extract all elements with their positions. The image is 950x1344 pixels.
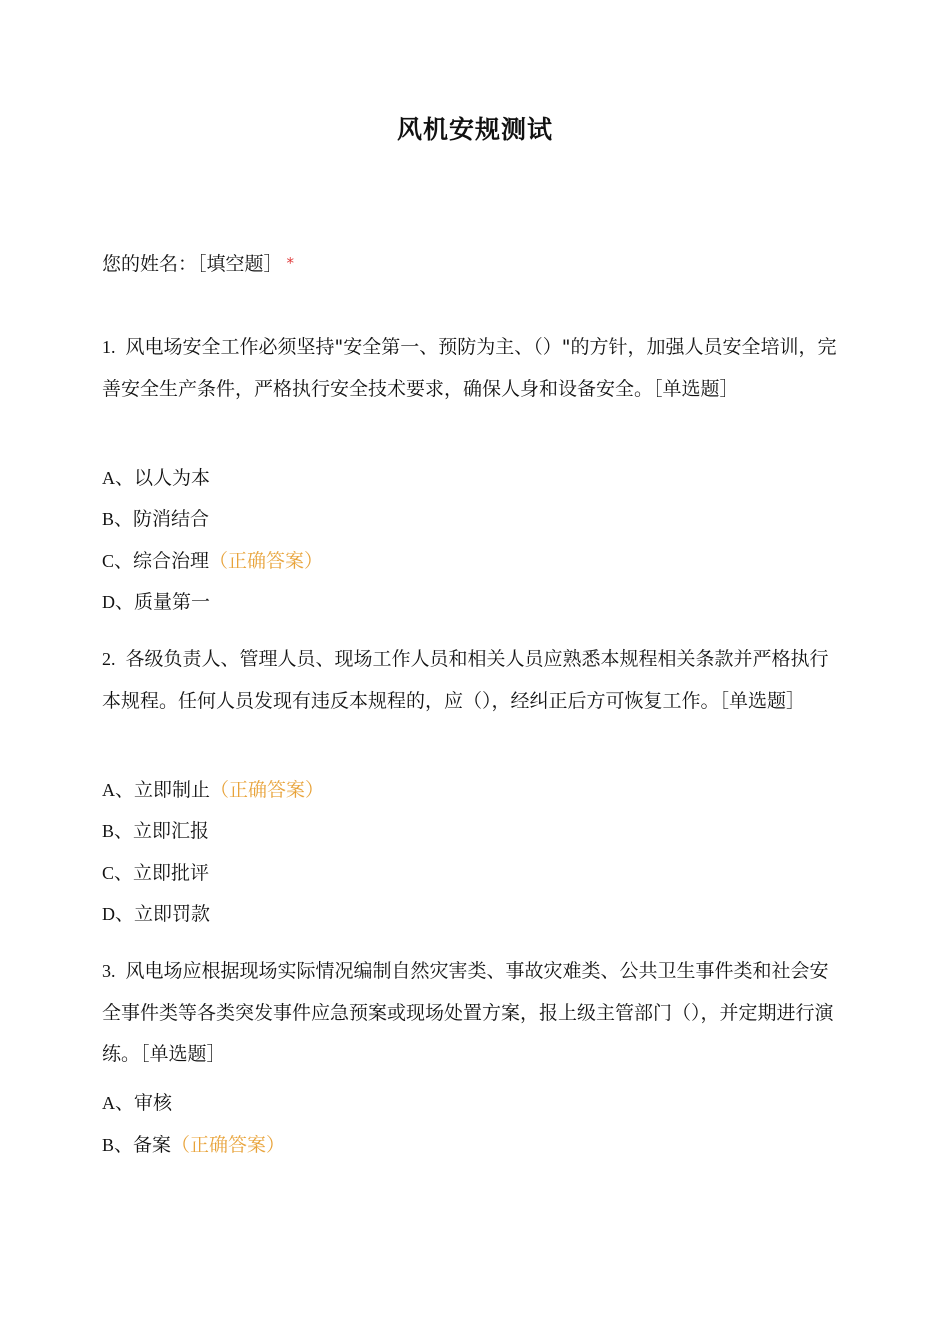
- option-text: 综合治理: [133, 550, 210, 572]
- option-2c: [102, 859, 209, 887]
- question-text: 风电场安全工作必须坚持"安全第一、预防为主、（）"的方针，加强人员安全培训，完善安全生产条件，严格执行安全技术要求，确保人身和设备安全。［单选题］: [102, 336, 837, 400]
- option-1d: [102, 588, 210, 616]
- name-field-prompt: [102, 250, 294, 279]
- option-text: 立即制止: [134, 779, 211, 801]
- option-separator: 、: [114, 508, 134, 530]
- option-2d: [102, 900, 210, 928]
- correct-answer-mark: （正确答案）: [210, 779, 325, 801]
- option-text: 审核: [134, 1092, 173, 1114]
- option-text: 防消结合: [133, 508, 210, 530]
- option-2b: [102, 817, 209, 845]
- option-text: 立即汇报: [133, 820, 210, 842]
- option-separator: 、: [115, 591, 135, 613]
- option-letter: D: [102, 904, 115, 924]
- option-letter: A: [102, 780, 115, 800]
- option-separator: 、: [115, 903, 135, 925]
- option-1b: [102, 505, 209, 533]
- option-text: 备案: [133, 1134, 172, 1156]
- option-3a: [102, 1089, 172, 1117]
- option-3b: [102, 1131, 285, 1159]
- option-1c: [102, 547, 323, 575]
- question-3: [102, 951, 842, 1076]
- correct-answer-mark: （正确答案）: [171, 1134, 286, 1156]
- option-separator: 、: [115, 779, 135, 801]
- option-separator: 、: [115, 467, 135, 489]
- option-separator: 、: [114, 1134, 134, 1156]
- option-separator: 、: [114, 820, 134, 842]
- option-text: 以人为本: [134, 467, 211, 489]
- option-text: 立即罚款: [134, 903, 211, 925]
- question-number: 1.: [102, 337, 116, 357]
- option-2a: [102, 776, 324, 804]
- option-letter: D: [102, 592, 115, 612]
- option-separator: 、: [115, 1092, 135, 1114]
- question-2: [102, 639, 842, 722]
- question-number: 2.: [102, 649, 116, 669]
- required-mark: *: [286, 254, 295, 272]
- page-title: 风机安规测试: [396, 115, 553, 144]
- option-letter: B: [102, 509, 115, 529]
- option-1a: [102, 464, 210, 492]
- option-separator: 、: [114, 862, 134, 884]
- question-1: [102, 327, 842, 410]
- option-letter: C: [102, 863, 115, 883]
- question-text: 各级负责人、管理人员、现场工作人员和相关人员应熟悉本规程相关条款并严格执行本规程。任何人员发现有违反本规程的，应（），经纠正后方可恢复工作。［单选题］: [102, 648, 829, 712]
- correct-answer-mark: （正确答案）: [209, 550, 324, 572]
- option-letter: B: [102, 821, 115, 841]
- option-letter: A: [102, 468, 115, 488]
- option-text: 立即批评: [133, 862, 210, 884]
- option-text: 质量第一: [134, 591, 211, 613]
- name-field-label: 您的姓名：［填空题］: [102, 253, 283, 275]
- option-letter: C: [102, 551, 115, 571]
- option-letter: A: [102, 1093, 115, 1113]
- question-text: 风电场应根据现场实际情况编制自然灾害类、事故灾难类、公共卫生事件类和社会安全事件类等各类突发事件应急预案或现场处置方案，报上级主管部门（），并定期进行演练。［单选题］: [102, 960, 834, 1065]
- option-separator: 、: [114, 550, 134, 572]
- option-letter: B: [102, 1135, 115, 1155]
- question-number: 3.: [102, 961, 116, 981]
